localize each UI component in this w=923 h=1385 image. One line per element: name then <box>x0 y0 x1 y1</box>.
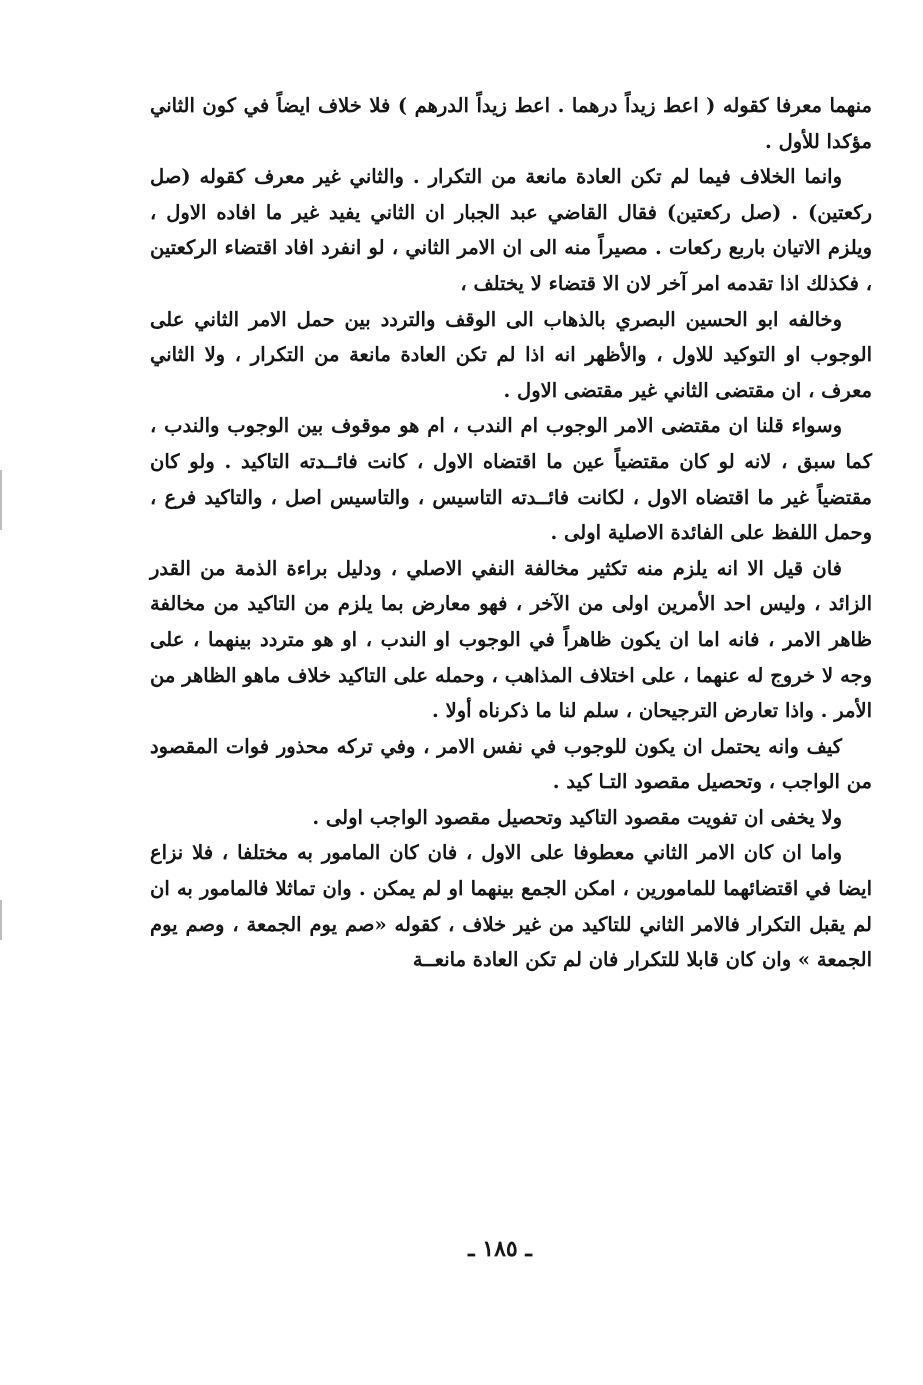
paragraph-2: وانما الخلاف فيما لم تكن العادة مانعة من التكرار . والثاني غير معرف كقوله (صل ركعتين) . (صل ركعتين) فقال القاضي عبد الجبار ان الثاني يفيد غير ما افاده الاول ، ويلزم الاتيان باربع ركعات . مصيراً منه الى ان الامر الثاني ، لو انفرد افاد اقتضاء الركعتين ، فكذلك اذا تقدمه امر آخر لان الا قتضاء لا يختلف ، <box>150 165 872 295</box>
paragraph-6: كيف وانه يحتمل ان يكون للوجوب في نفس الامر ، وفي تركه محذور فوات المقصود من الواجب ، وتحصيل مقصود التـا كيد . <box>150 734 872 794</box>
paragraph-1: منهما معرفا كقوله ( اعط زيداً درهما . اعط زيداً الدرهم ) فلا خلاف ايضاً في كون الثاني مؤكدا للأول . <box>150 94 872 153</box>
page-number: ـ ١٨٥ ـ <box>468 1236 532 1262</box>
scan-edge-mark <box>0 470 2 530</box>
paragraph-4: وسواء قلنا ان مقتضى الامر الوجوب ام الندب ، ام هو موقوف بين الوجوب والندب ، كما سبق ، لانه لو كان مقتضياً عين ما اقتضاه الاول ، كانت فائــدته التاكيد . ولو كان مقتضياً غير ما اقتضاه الاول ، لكانت فائــدته التاسيس ، والتاسيس اصل ، والتاكيد فرع ، وحمل اللفظ على الفائدة الاصلية اولى . <box>150 414 872 545</box>
page-body <box>150 88 872 978</box>
paragraph-8: واما ان كان الامر الثاني معطوفا على الاول ، فان كان المامور به مختلفا ، فلا نزاع ايضا في اقتضائهما للمامورين ، امكن الجمع بينهما او لم يمكن . وان تماثلا فالمامور به ان لم يقبل التكرار فالامر الثاني للتاكيد من غير خلاف ، كقوله «صم يوم الجمعة ، وصم يوم الجمعة » وان كان قابلا للتكرار فان لم تكن العادة مانعــة <box>150 841 872 972</box>
paragraph-7: ولا يخفى ان تفويت مقصود التاكيد وتحصيل مقصود الواجب اولى . <box>312 805 842 829</box>
scan-edge-mark <box>0 900 2 940</box>
paragraph-3: وخالفه ابو الحسين البصري بالذهاب الى الوقف والتردد بين حمل الامر الثاني على الوجوب او التوكيد للاول ، والأظهر انه اذا لم تكن العادة مانعة من التكرار ، ولا الثاني معرف ، ان مقتضى الثاني غير مقتضى الاول . <box>150 307 872 402</box>
paragraph-5: فان قيل الا انه يلزم منه تكثير مخالفة النفي الاصلي ، ودليل براءة الذمة من القدر الزائد ، وليس احد الأمرين اولى من الآخر ، فهو معارض بما يلزم من التاكيد من مخالفة ظاهر الامر ، فانه اما ان يكون ظاهراً في الوجوب او الندب ، او هو متردد بينهما ، على وجه لا خروج له عنهما ، على اختلاف المذاهب ، وحمله على التاكيد خلاف ماهو الظاهر من الأمر . واذا تعارض الترجيحان ، سلم لنا ما ذكرناه أولا . <box>150 556 872 723</box>
